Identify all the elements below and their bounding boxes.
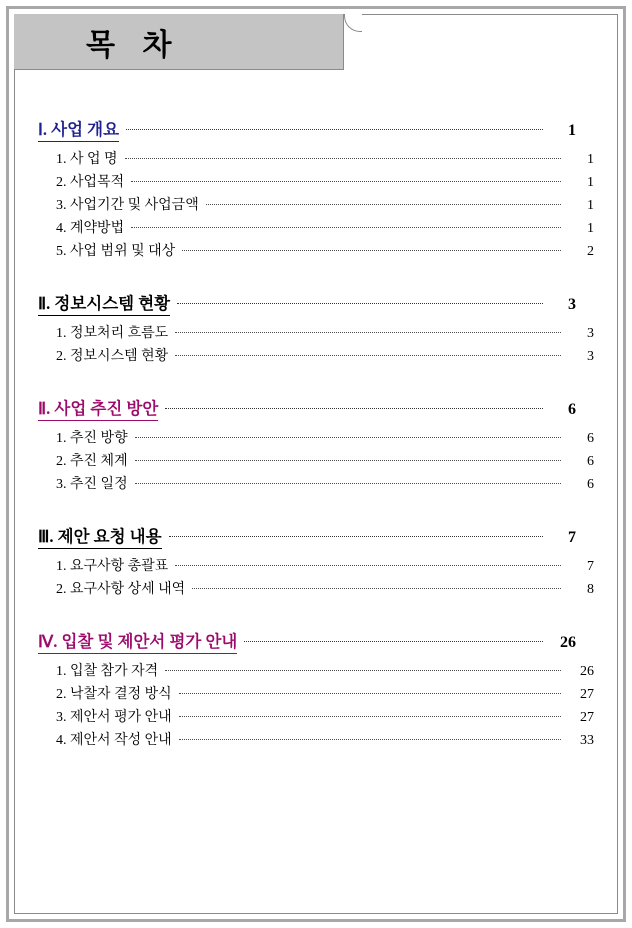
toc-item[interactable] xyxy=(56,706,594,726)
leader-dots xyxy=(179,739,561,740)
leader-dots xyxy=(165,408,543,409)
section-spacer xyxy=(38,369,576,385)
toc-item[interactable] xyxy=(56,683,594,703)
toc-section-number: Ⅲ. xyxy=(38,527,54,546)
toc-item-label: 1. 사 업 명 xyxy=(56,152,118,167)
leader-dots xyxy=(182,250,561,251)
toc-item[interactable] xyxy=(56,148,594,168)
leader-dots xyxy=(135,460,561,461)
section-spacer xyxy=(38,602,576,618)
toc-section-heading[interactable] xyxy=(38,290,576,316)
page-title: 목 차 xyxy=(86,28,182,62)
toc-item-page: 6 xyxy=(587,431,594,446)
toc-item-page: 2 xyxy=(587,244,594,259)
toc-item-page: 27 xyxy=(580,687,594,702)
toc-item-label: 1. 추진 방향 xyxy=(56,431,128,446)
toc-section-label xyxy=(38,290,170,316)
toc-item-page: 7 xyxy=(587,559,594,574)
leader-dots xyxy=(165,670,561,671)
toc-section-title: 입찰 및 제안서 평가 안내 xyxy=(61,632,238,651)
leader-dots xyxy=(131,181,561,182)
leader-dots xyxy=(126,129,543,130)
leader-dots xyxy=(175,355,561,356)
toc-item[interactable] xyxy=(56,345,594,365)
toc-item-page: 26 xyxy=(580,664,594,679)
toc-item-label: 3. 사업기간 및 사업금액 xyxy=(56,198,199,213)
toc-item[interactable] xyxy=(56,729,594,749)
toc-section-label xyxy=(38,116,119,142)
section-spacer xyxy=(38,264,576,280)
toc-section-number: Ⅳ. xyxy=(38,632,58,651)
toc-item[interactable] xyxy=(56,427,594,447)
toc-section xyxy=(38,523,594,598)
leader-dots xyxy=(244,641,543,642)
toc-item-page: 1 xyxy=(587,175,594,190)
toc-section-number: Ⅱ. xyxy=(38,294,51,313)
toc-section-page: 26 xyxy=(560,634,576,651)
toc-item[interactable] xyxy=(56,473,594,493)
toc-item-label: 2. 요구사항 상세 내역 xyxy=(56,582,186,597)
toc-section-heading[interactable] xyxy=(38,523,576,549)
toc-item[interactable] xyxy=(56,450,594,470)
toc-item-page: 1 xyxy=(587,152,594,167)
title-tab xyxy=(14,14,344,70)
toc-section-number: Ⅰ. xyxy=(38,120,47,139)
toc-item-page: 1 xyxy=(587,221,594,236)
leader-dots xyxy=(177,303,543,304)
leader-dots xyxy=(206,204,561,205)
toc-item-label: 2. 낙찰자 결정 방식 xyxy=(56,687,172,702)
toc-section-label xyxy=(38,523,162,549)
toc-section-title: 정보시스템 현황 xyxy=(54,294,171,313)
toc-section-label xyxy=(38,395,158,421)
toc-item-label: 1. 입찰 참가 자격 xyxy=(56,664,159,679)
toc-item-label: 1. 요구사항 총괄표 xyxy=(56,559,169,574)
toc-item-page: 33 xyxy=(580,733,594,748)
toc-section-title: 사업 추진 방안 xyxy=(54,399,159,418)
leader-dots xyxy=(135,483,561,484)
toc-item[interactable] xyxy=(56,217,594,237)
toc-item-label: 1. 정보처리 흐름도 xyxy=(56,326,169,341)
toc-item-label: 2. 정보시스템 현황 xyxy=(56,349,169,364)
toc-item[interactable] xyxy=(56,555,594,575)
toc-section-heading[interactable] xyxy=(38,116,576,142)
leader-dots xyxy=(135,437,561,438)
toc-section-page: 3 xyxy=(568,296,576,313)
toc-item-label: 4. 제안서 작성 안내 xyxy=(56,733,172,748)
toc-item-page: 3 xyxy=(587,326,594,341)
toc-section xyxy=(38,628,594,749)
leader-dots xyxy=(125,158,561,159)
leader-dots xyxy=(192,588,561,589)
toc-item-page: 8 xyxy=(587,582,594,597)
toc-section-page: 1 xyxy=(568,122,576,139)
section-spacer xyxy=(38,497,576,513)
leader-dots xyxy=(169,536,543,537)
toc-item-label: 4. 계약방법 xyxy=(56,221,125,236)
toc-section-heading[interactable] xyxy=(38,628,576,654)
toc-item-label: 5. 사업 범위 및 대상 xyxy=(56,244,176,259)
toc-section-number: Ⅱ. xyxy=(38,399,51,418)
leader-dots xyxy=(175,565,561,566)
table-of-contents xyxy=(14,72,618,914)
toc-item-page: 27 xyxy=(580,710,594,725)
toc-item[interactable] xyxy=(56,240,594,260)
toc-section-label xyxy=(38,628,237,654)
toc-item-page: 3 xyxy=(587,349,594,364)
toc-item-page: 6 xyxy=(587,454,594,469)
toc-item-label: 3. 제안서 평가 안내 xyxy=(56,710,172,725)
leader-dots xyxy=(175,332,561,333)
toc-section-title: 사업 개요 xyxy=(51,120,120,139)
toc-item[interactable] xyxy=(56,660,594,680)
toc-section xyxy=(38,395,594,493)
toc-item-label: 2. 추진 체계 xyxy=(56,454,128,469)
toc-section-page: 7 xyxy=(568,529,576,546)
leader-dots xyxy=(131,227,561,228)
toc-section-page: 6 xyxy=(568,401,576,418)
leader-dots xyxy=(179,716,561,717)
toc-item[interactable] xyxy=(56,578,594,598)
toc-item-page: 1 xyxy=(587,198,594,213)
toc-item[interactable] xyxy=(56,194,594,214)
toc-item-label: 2. 사업목적 xyxy=(56,175,125,190)
toc-item[interactable] xyxy=(56,322,594,342)
toc-section-title: 제안 요청 내용 xyxy=(57,527,162,546)
toc-section xyxy=(38,116,594,260)
toc-section xyxy=(38,290,594,365)
toc-item-label: 3. 추진 일정 xyxy=(56,477,128,492)
toc-item-page: 6 xyxy=(587,477,594,492)
toc-section-heading[interactable] xyxy=(38,395,576,421)
leader-dots xyxy=(179,693,561,694)
toc-item[interactable] xyxy=(56,171,594,191)
